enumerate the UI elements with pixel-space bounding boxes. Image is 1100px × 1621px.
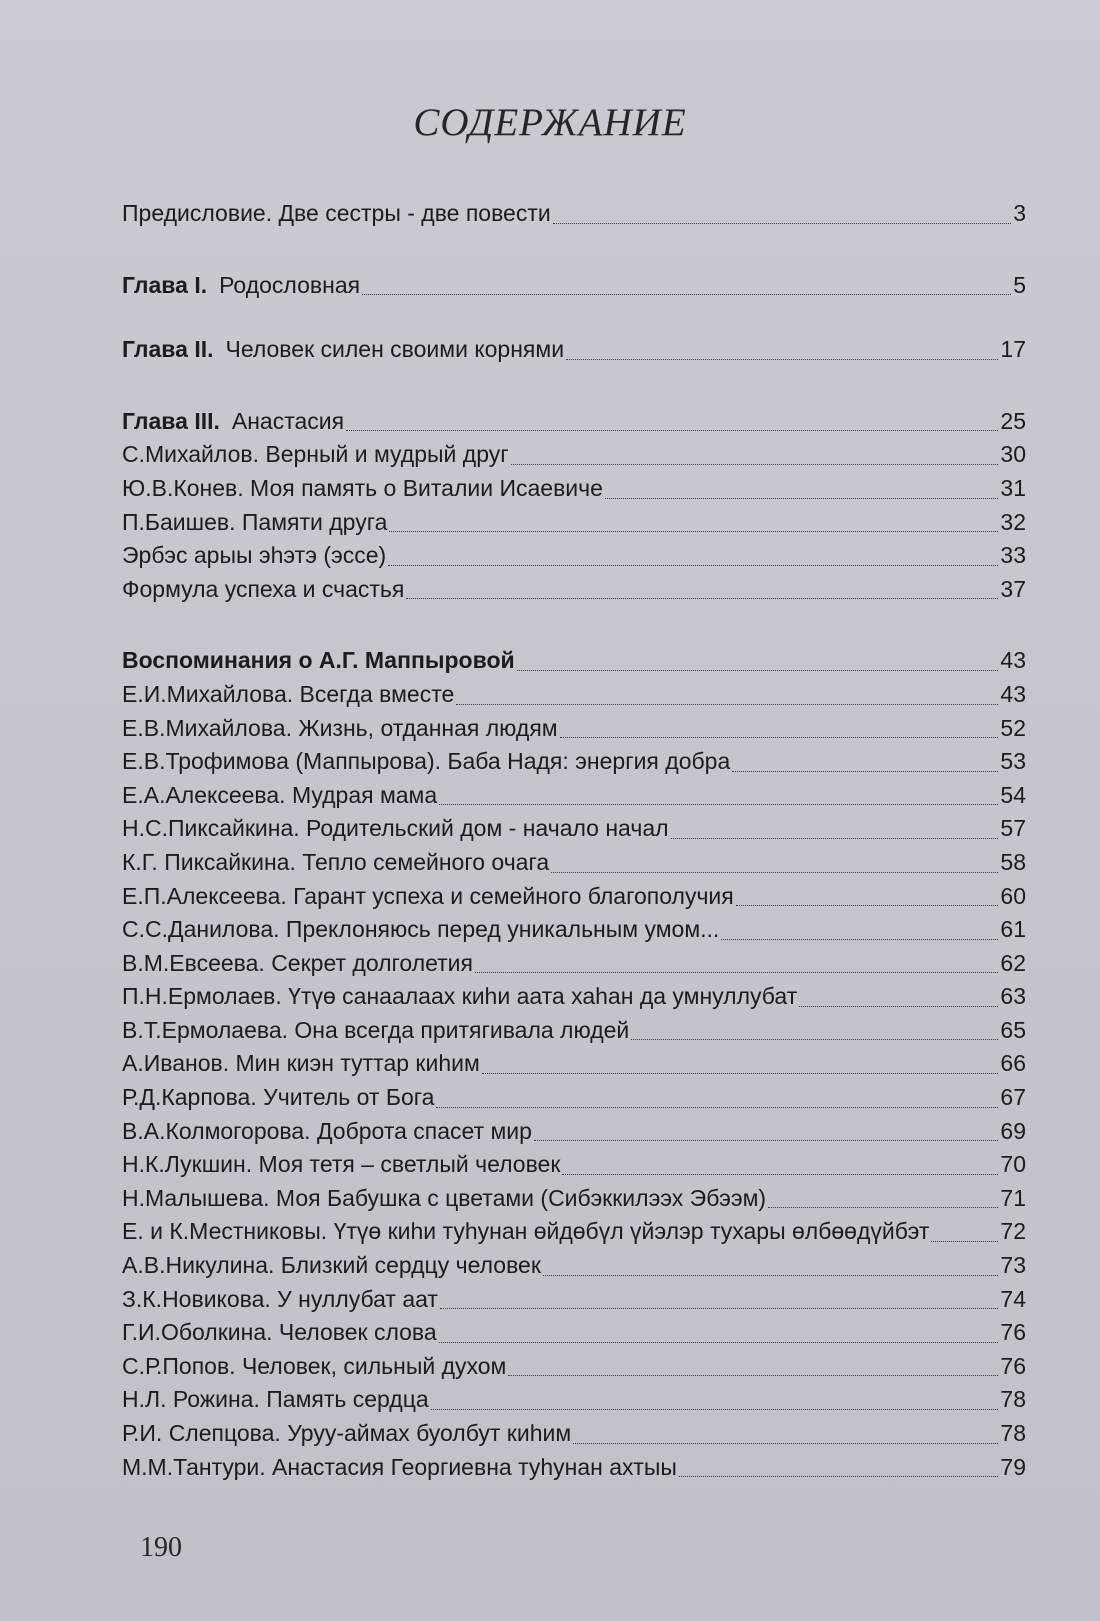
toc-entry-title: З.К.Новикова. У нуллубат аат	[122, 1285, 438, 1312]
toc-entry-page: 69	[1000, 1117, 1026, 1144]
toc-entry-title: А.В.Никулина. Близкий сердцу человек	[122, 1252, 541, 1279]
dot-leader	[671, 838, 999, 839]
toc-entry-page: 76	[1000, 1352, 1026, 1379]
dot-leader	[508, 1375, 998, 1376]
toc-entry-page: 67	[1000, 1084, 1026, 1111]
dot-leader	[362, 294, 1011, 295]
toc-entry[interactable]	[122, 539, 1026, 573]
section-spacer	[122, 367, 1026, 405]
toc-chapter-label: Глава I.	[122, 271, 208, 298]
dot-leader	[534, 1140, 998, 1141]
toc-entry-page: 79	[1000, 1453, 1026, 1480]
dot-leader	[562, 1174, 998, 1175]
dot-leader	[931, 1241, 998, 1242]
toc-entry-title: Р.Д.Карпова. Учитель от Бога	[122, 1084, 435, 1111]
toc-entry-title: Г.И.Оболкина. Человек слова	[122, 1319, 437, 1346]
toc-entry-title: Эрбэс арыы эһэтэ (эссе)	[122, 542, 387, 569]
toc-entry-title: Н.К.Лукшин. Моя тетя – светлый человек	[122, 1151, 561, 1178]
toc-entry-page: 53	[1000, 748, 1026, 775]
dot-leader	[475, 972, 998, 973]
toc-entry-page: 74	[1000, 1285, 1026, 1312]
toc-entry-page: 25	[1000, 407, 1026, 434]
toc-entry-title: Н.Малышева. Моя Бабушка с цветами (Сибэккилээх Эбээм)	[122, 1184, 767, 1211]
toc-entry[interactable]	[122, 1081, 1026, 1115]
dot-leader	[439, 1342, 999, 1343]
dot-leader	[517, 670, 999, 671]
toc-entry-page: 52	[1000, 714, 1026, 741]
dot-leader	[436, 1107, 998, 1108]
toc-entry[interactable]	[122, 745, 1026, 779]
toc-entry[interactable]	[122, 1148, 1026, 1182]
dot-leader	[511, 464, 999, 465]
toc-entry[interactable]	[122, 1014, 1026, 1048]
dot-leader	[456, 704, 998, 705]
dot-leader	[440, 1308, 998, 1309]
dot-leader	[551, 872, 998, 873]
toc-entry-title: Предисловие. Две сестры - две повести	[122, 200, 551, 226]
toc-entry-title: С.Михайлов. Верный и мудрый друг	[122, 441, 509, 468]
dot-leader	[553, 223, 1011, 224]
dot-leader	[543, 1275, 998, 1276]
toc-entry[interactable]	[122, 980, 1026, 1014]
dot-leader	[389, 531, 998, 532]
page-number: 190	[140, 1532, 182, 1563]
toc-entry[interactable]	[122, 880, 1026, 914]
toc-entry-title: Анастасия	[231, 407, 345, 434]
toc-entry-title: С.Р.Попов. Человек, сильный духом	[122, 1352, 507, 1379]
toc-entry-page: 32	[1000, 508, 1026, 535]
toc-entry-title: М.М.Тантури. Анастасия Георгиевна туһунан ахтыы	[122, 1453, 677, 1480]
toc-entry[interactable]	[122, 1350, 1026, 1384]
toc-entry-page: 17	[1000, 336, 1026, 363]
toc-entry-page: 62	[1000, 949, 1026, 976]
toc-entry-title: Е.В.Трофимова (Маппырова). Баба Надя: энергия добра	[122, 748, 731, 775]
toc-entry[interactable]	[122, 269, 1026, 303]
toc-entry-title: Родословная	[219, 271, 361, 298]
toc-entry[interactable]	[122, 947, 1026, 981]
toc-entry-page: 43	[1000, 647, 1026, 674]
toc-entry[interactable]	[122, 1047, 1026, 1081]
toc-entry-page: 3	[1013, 200, 1026, 226]
toc-entry-title: А.Иванов. Мин киэн туттар киһим	[122, 1050, 480, 1077]
toc-entry-title: Н.Л. Рожина. Память сердца	[122, 1386, 429, 1413]
toc-entry[interactable]	[122, 1417, 1026, 1451]
toc-entry-page: 70	[1000, 1151, 1026, 1178]
toc-entry[interactable]	[122, 1115, 1026, 1149]
toc-entry[interactable]	[122, 779, 1026, 813]
toc-entry-title: В.М.Евсеева. Секрет долголетия	[122, 949, 473, 976]
dot-leader	[566, 359, 998, 360]
toc-entry-title: Е.И.Михайлова. Всегда вместе	[122, 680, 455, 707]
toc-entry[interactable]	[122, 573, 1026, 607]
toc-entry[interactable]	[122, 1249, 1026, 1283]
dot-leader	[431, 1409, 999, 1410]
toc-entry-page: 5	[1013, 271, 1026, 298]
toc-entry-page: 72	[1000, 1218, 1026, 1245]
toc-entry-title: Е. и К.Местниковы. Үтүө киһи туһунан өйдөбүл үйэлэр тухары өлбөөдүйбэт	[122, 1218, 930, 1245]
toc-entry[interactable]	[122, 1283, 1026, 1317]
toc-entry-page: 58	[1000, 848, 1026, 875]
toc-entry-page: 76	[1000, 1319, 1026, 1346]
toc-section	[122, 269, 1026, 303]
toc-entry-page: 30	[1000, 441, 1026, 468]
toc-entry-title: П.Н.Ермолаев. Үтүө санаалаах киһи аата хаһан да умнуллубат	[122, 983, 798, 1010]
toc-entry[interactable]	[122, 913, 1026, 947]
toc-entry-page: 73	[1000, 1252, 1026, 1279]
dot-leader	[388, 565, 998, 566]
toc-entry-page: 66	[1000, 1050, 1026, 1077]
dot-leader	[439, 804, 998, 805]
toc-entry-title: Формула успеха и счастья	[122, 575, 405, 602]
dot-leader	[679, 1476, 999, 1477]
toc-entry[interactable]	[122, 712, 1026, 746]
toc-entry-page: 71	[1000, 1184, 1026, 1211]
toc-entry-title: Человек силен своими корнями	[225, 336, 565, 363]
toc-entry[interactable]	[122, 1383, 1026, 1417]
dot-leader	[406, 598, 998, 599]
toc-entry[interactable]	[122, 405, 1026, 439]
toc-entry-title: С.С.Данилова. Преклоняюсь перед уникальным умом...	[122, 916, 720, 943]
toc-entry[interactable]	[122, 1316, 1026, 1350]
toc-entry[interactable]	[122, 1451, 1026, 1485]
toc-chapter-label: Глава II.	[122, 336, 214, 363]
toc-entry[interactable]	[122, 333, 1026, 367]
toc-entry[interactable]	[122, 1182, 1026, 1216]
section-spacer	[122, 231, 1026, 269]
toc-entry[interactable]	[122, 506, 1026, 540]
dot-leader	[736, 905, 999, 906]
toc-entry-page: 37	[1000, 575, 1026, 602]
toc-chapter-label: Глава III.	[122, 407, 220, 434]
toc-entry[interactable]	[122, 812, 1026, 846]
toc-section	[122, 197, 1026, 231]
toc-entry[interactable]	[122, 472, 1026, 506]
toc-entry-page: 61	[1000, 916, 1026, 943]
toc-entry-page: 78	[1000, 1420, 1026, 1446]
dot-leader	[799, 1006, 998, 1007]
toc-section	[122, 644, 1026, 1484]
toc-entry[interactable]	[122, 644, 1026, 678]
toc-entry-title: Воспоминания о А.Г. Маппыровой	[122, 647, 515, 674]
dot-leader	[631, 1039, 998, 1040]
page-title: СОДЕРЖАНИЕ	[413, 101, 687, 144]
toc-section	[122, 333, 1026, 367]
toc-entry-page: 65	[1000, 1016, 1026, 1043]
dot-leader	[346, 430, 998, 431]
table-of-contents	[122, 197, 1026, 1484]
toc-entry-page: 60	[1000, 882, 1026, 909]
toc-entry-title: Ю.В.Конев. Моя память о Виталии Исаевиче	[122, 474, 603, 501]
toc-entry-page: 31	[1000, 474, 1026, 501]
toc-entry-page: 57	[1000, 815, 1026, 842]
toc-section	[122, 405, 1026, 607]
toc-entry-title: Е.В.Михайлова. Жизнь, отданная людям	[122, 714, 558, 741]
dot-leader	[732, 771, 998, 772]
dot-leader	[482, 1073, 999, 1074]
toc-entry[interactable]	[122, 846, 1026, 880]
toc-entry[interactable]	[122, 1215, 1026, 1249]
dot-leader	[605, 498, 998, 499]
toc-entry-title: В.А.Колмогорова. Доброта спасет мир	[122, 1117, 532, 1144]
toc-entry-title: Н.С.Пиксайкина. Родительский дом - начало начал	[122, 815, 669, 842]
dot-leader	[721, 939, 998, 940]
dot-leader	[573, 1443, 998, 1444]
section-spacer	[122, 302, 1026, 333]
toc-entry-title: П.Баишев. Памяти друга	[122, 508, 388, 535]
dot-leader	[560, 737, 999, 738]
toc-entry-title: К.Г. Пиксайкина. Тепло семейного очага	[122, 848, 550, 875]
toc-entry-title: Е.А.Алексеева. Мудрая мама	[122, 781, 438, 808]
toc-entry-page: 54	[1000, 781, 1026, 808]
toc-entry[interactable]	[122, 197, 1026, 231]
toc-entry-page: 43	[1000, 680, 1026, 707]
toc-entry[interactable]	[122, 438, 1026, 472]
toc-entry-page: 63	[1000, 983, 1026, 1010]
toc-entry-title: В.Т.Ермолаева. Она всегда притягивала людей	[122, 1016, 630, 1043]
section-spacer	[122, 606, 1026, 644]
toc-entry-title: Е.П.Алексеева. Гарант успеха и семейного благополучия	[122, 882, 734, 909]
dot-leader	[768, 1207, 998, 1208]
toc-entry-title: Р.И. Слепцова. Уруу-аймах буолбут киһим	[122, 1420, 572, 1446]
toc-entry-page: 78	[1000, 1386, 1026, 1413]
toc-entry-page: 33	[1000, 542, 1026, 569]
toc-entry[interactable]	[122, 678, 1026, 712]
